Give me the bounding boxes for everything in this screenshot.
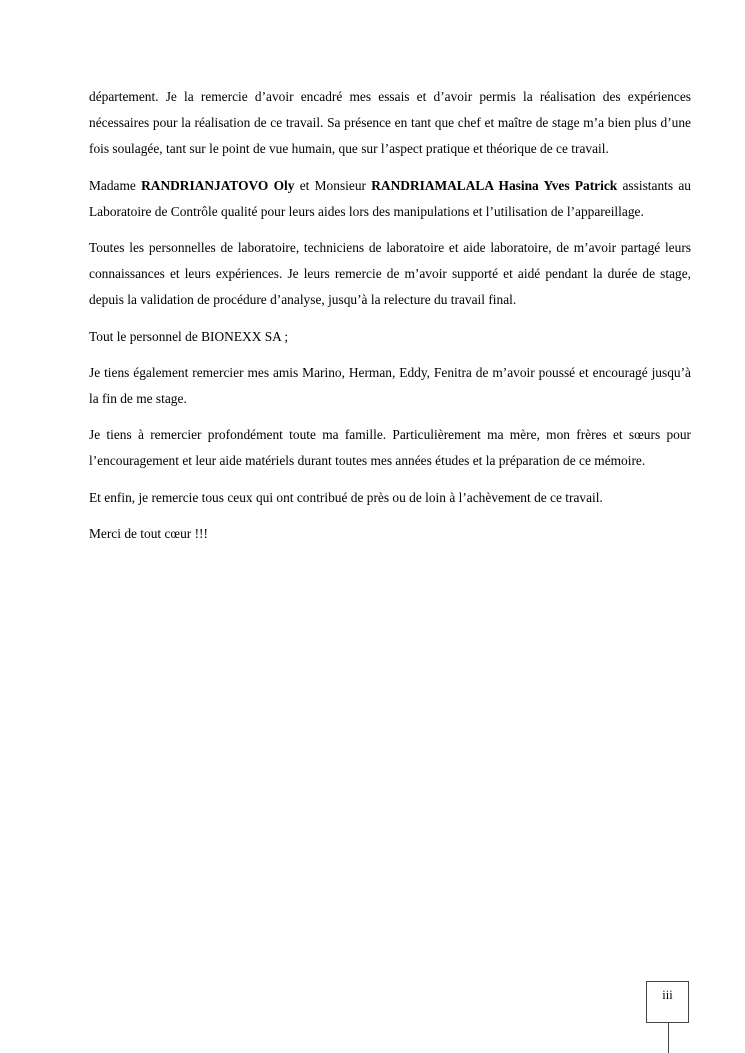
assistant-prefix: Madame xyxy=(89,177,142,193)
paragraph-assistants xyxy=(89,173,691,225)
paragraph-everyone: Et enfin, je remercie tous ceux qui ont contribué de près ou de loin à l’achèvement de ce travail. xyxy=(89,489,603,505)
assistant-suffix: assistants au Laboratoire de Contrôle qualité pour leurs aides lors des manipulations et l’utilisation de l’appareillage. xyxy=(89,177,691,219)
paragraph-lab-staff: Toutes les personnelles de laboratoire, techniciens de laboratoire et aide laboratoire, de m’avoir partagé leurs connaissances et leurs expériences. Je leurs remercie de m’avoir supporté et aidé pendant la durée de stage, depuis la validation de procédure d’analyse, jusqu’à la relecture du travail final. xyxy=(89,240,691,308)
assistant-name-2: RANDRIAMALALA Hasina Yves Patrick xyxy=(371,177,618,193)
assistant-name-1: RANDRIANJATOVO Oly xyxy=(141,177,295,193)
page-number-line xyxy=(668,1023,669,1053)
assistant-middle: et Monsieur xyxy=(294,177,372,193)
paragraph-company: Tout le personnel de BIONEXX SA ; xyxy=(89,328,289,344)
paragraph-closing: Merci de tout cœur !!! xyxy=(89,525,208,541)
page-number-box xyxy=(646,981,689,1023)
paragraph-family: Je tiens à remercier profondément toute ma famille. Particulièrement ma mère, mon frères et sœurs pour l’encouragement et leur aide matériels durant toutes mes années études et la préparation de ce mémoire. xyxy=(89,427,691,469)
paragraph-friends: Je tiens également remercier mes amis Marino, Herman, Eddy, Fenitra de m’avoir poussé et encouragé jusqu’à la fin de me stage. xyxy=(89,364,691,407)
paragraph-continuation: département. Je la remercie d’avoir encadré mes essais et d’avoir permis la réalisation des expériences nécessaires pour la réalisation de ce travail. Sa présence en tant que chef et maître de stage m’a bien plus d’une fois soulagée, tant sur le point de vue humain, que sur l’aspect pratique et théorique de ce travail. xyxy=(89,89,691,157)
page-number: iii xyxy=(662,988,673,1002)
page-body xyxy=(89,84,691,557)
